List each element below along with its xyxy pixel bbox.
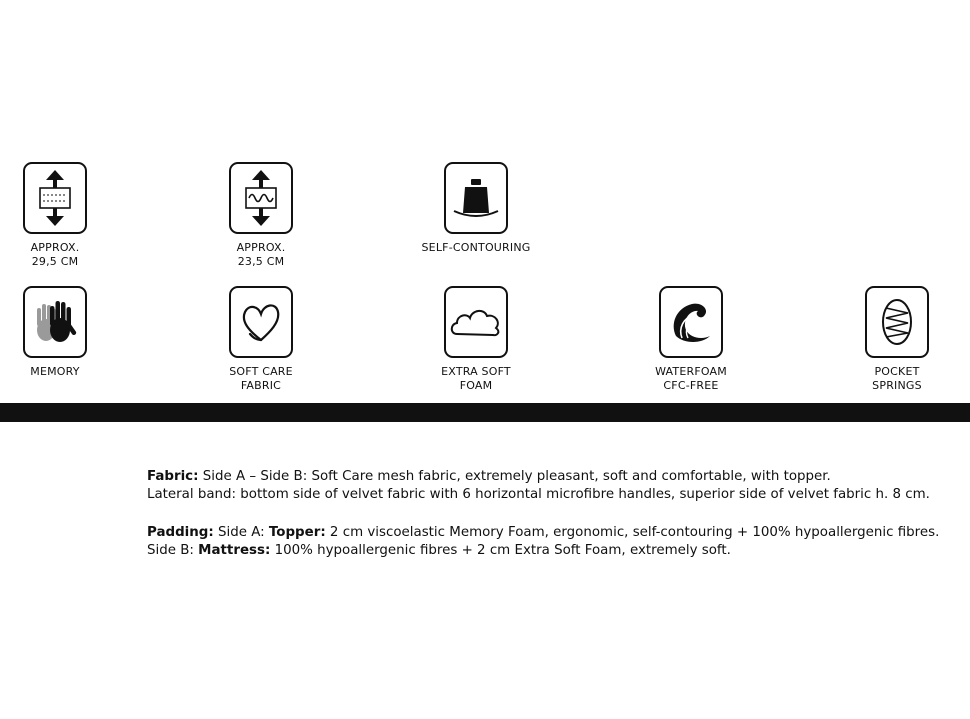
section-divider (0, 403, 970, 422)
feature-waterfoam (641, 286, 741, 393)
cloud-icon (444, 286, 508, 358)
feature-approx-29-5 (22, 162, 88, 269)
lateral-band-text: Lateral band: bottom side of velvet fabric with 6 horizontal microfibre handles, superior side of velvet fabric h. 8 cm. (147, 487, 930, 502)
padding-paragraph: Padding: Side A: Topper: 2 cm viscoelastic Memory Foam, ergonomic, self-contouring + 100% hypoallergenic fibres. Side B: Mattress: 100% hypoallergenic fibres + 2 cm Extra Soft Foam, extremely soft. (147, 525, 940, 558)
feature-label: WATERFOAM CFC-FREE (655, 365, 727, 392)
mattress-label: Mattress: (198, 543, 271, 558)
wave-icon (659, 286, 723, 358)
product-description (147, 468, 962, 580)
feature-label: APPROX. 23,5 CM (236, 241, 286, 268)
feature-extra-soft (426, 286, 526, 393)
padding-label: Padding: (147, 525, 214, 540)
feature-label: SELF-CONTOURING (421, 241, 531, 254)
feature-label: SOFT CARE FABRIC (229, 365, 293, 392)
fabric-paragraph (147, 468, 962, 504)
feature-pocket-springs (847, 286, 947, 393)
fabric-text: Side A – Side B: Soft Care mesh fabric, extremely pleasant, soft and comfortable, with topper. (198, 469, 831, 484)
weight-icon (444, 162, 508, 234)
feature-label: APPROX. 29,5 CM (30, 241, 80, 268)
feature-self-contouring (416, 162, 536, 255)
feature-label: EXTRA SOFT FOAM (441, 365, 511, 392)
spring-height-icon (229, 162, 293, 234)
feature-soft-care (228, 286, 294, 393)
pocket-spring-icon (865, 286, 929, 358)
topper-label: Topper: (268, 525, 326, 540)
mattress-height-icon (23, 162, 87, 234)
heart-icon (229, 286, 293, 358)
feature-label: MEMORY (30, 365, 80, 378)
feature-memory (22, 286, 88, 379)
feature-approx-23-5 (228, 162, 294, 269)
feature-label: POCKET SPRINGS (872, 365, 922, 392)
fabric-label: Fabric: (147, 469, 199, 484)
hand-print-icon (23, 286, 87, 358)
